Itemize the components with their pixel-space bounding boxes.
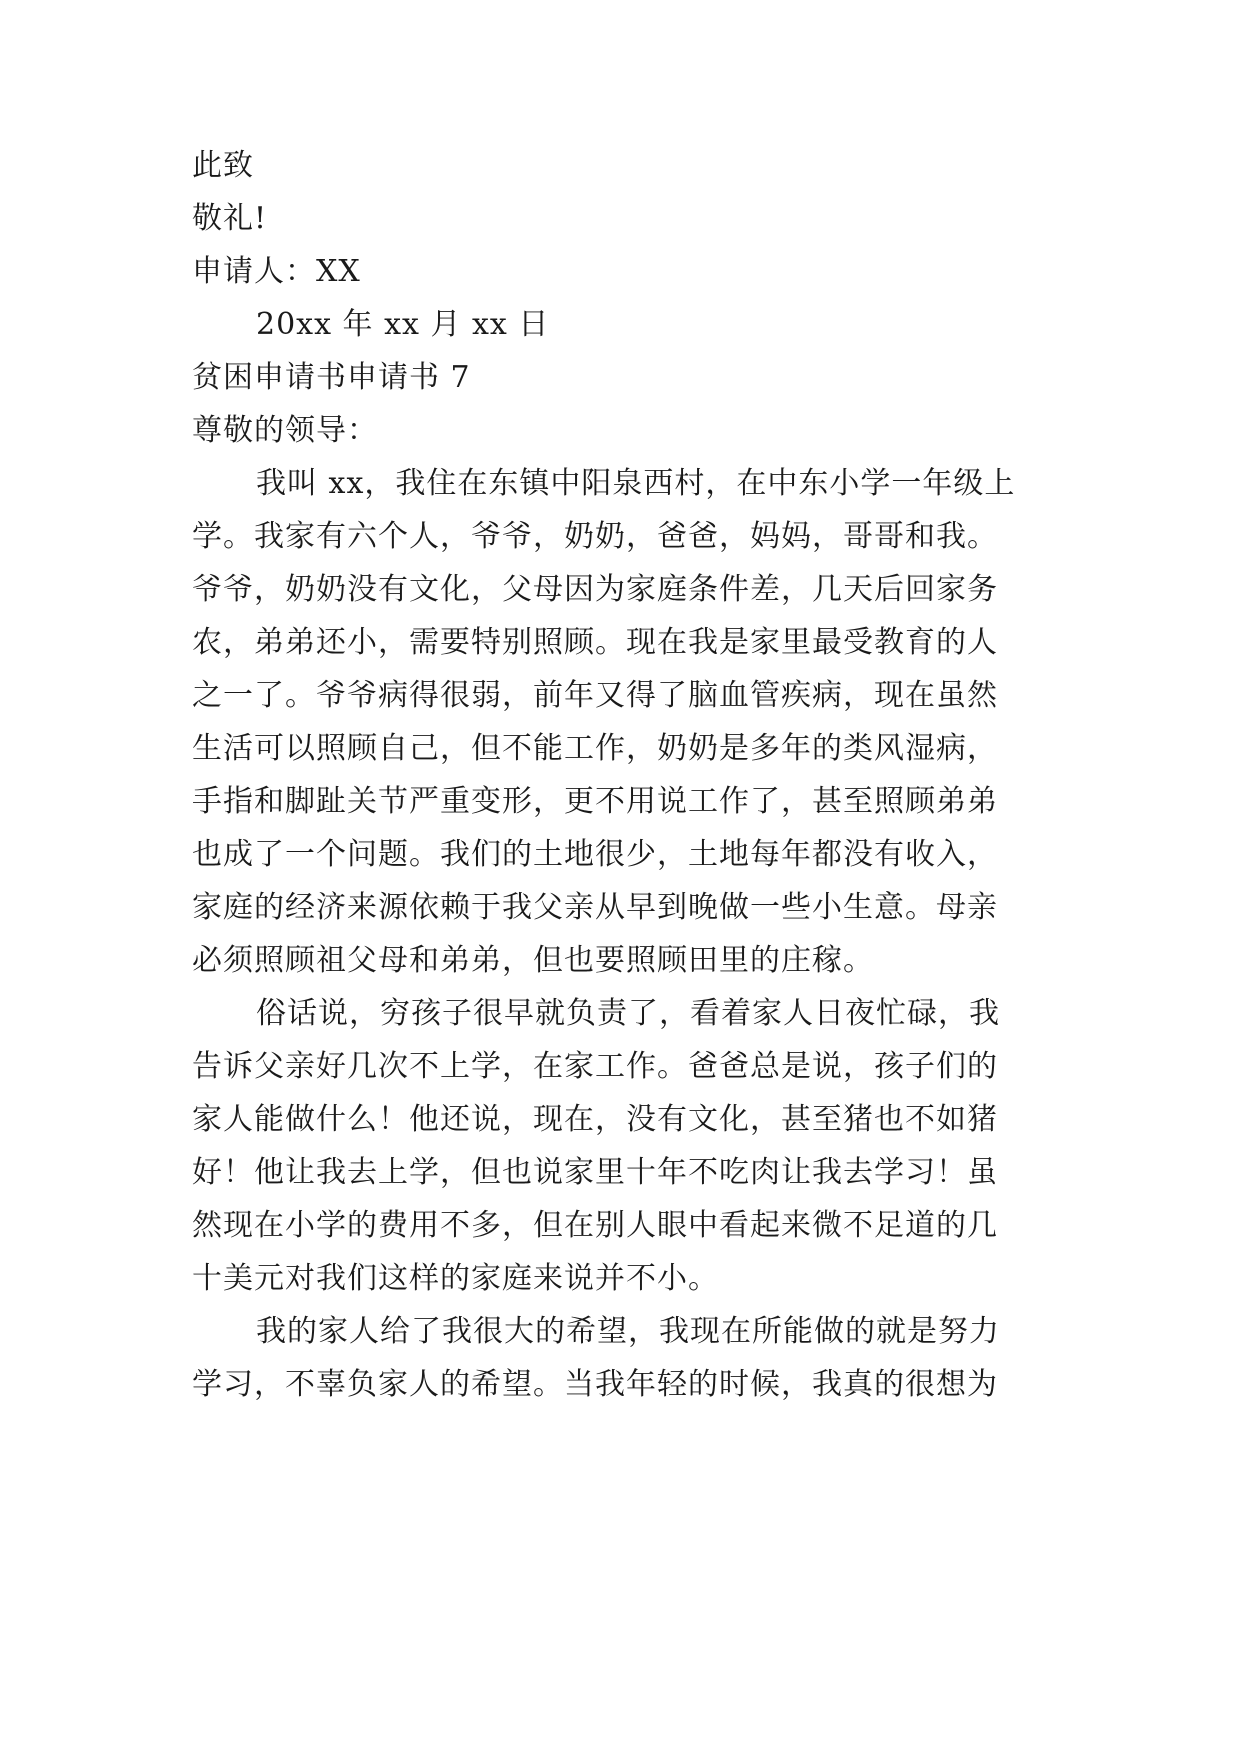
paragraph-line: 学。我家有六个人，爷爷，奶奶，爸爸，妈妈，哥哥和我。 (192, 519, 998, 554)
paragraph-line: 告诉父亲好几次不上学，在家工作。爸爸总是说，孩子们的 (192, 1049, 998, 1084)
salutation: 尊敬的领导： (192, 413, 378, 448)
section-title: 贫困申请书申请书 7 (192, 360, 471, 395)
paragraph-line: 我的家人给了我很大的希望，我现在所能做的就是努力 (256, 1314, 1000, 1349)
paragraph-line: 必须照顾祖父母和弟弟，但也要照顾田里的庄稼。 (192, 943, 874, 978)
paragraph-line: 农，弟弟还小，需要特别照顾。现在我是家里最受教育的人 (192, 625, 998, 660)
paragraph-line: 手指和脚趾关节严重变形，更不用说工作了，甚至照顾弟弟 (192, 784, 998, 819)
paragraph-line: 家人能做什么！他还说，现在，没有文化，甚至猪也不如猪 (192, 1102, 998, 1137)
paragraph-line: 也成了一个问题。我们的土地很少，土地每年都没有收入， (192, 837, 998, 872)
paragraph-line: 学习，不辜负家人的希望。当我年轻的时候，我真的很想为 (192, 1367, 998, 1402)
closing-jing-li: 敬礼! (192, 201, 268, 236)
paragraph-line: 俗话说，穷孩子很早就负责了，看着家人日夜忙碌，我 (256, 996, 1000, 1031)
applicant-line: 申请人：XX (192, 254, 361, 289)
paragraph-line: 我叫 xx，我住在东镇中阳泉西村，在中东小学一年级上 (256, 466, 1016, 501)
paragraph-line: 生活可以照顾自己，但不能工作，奶奶是多年的类风湿病， (192, 731, 998, 766)
paragraph-line: 之一了。爷爷病得很弱，前年又得了脑血管疾病，现在虽然 (192, 678, 998, 713)
paragraph-line: 十美元对我们这样的家庭来说并不小。 (192, 1261, 719, 1296)
closing-ci-zhi: 此致 (192, 148, 254, 183)
paragraph-line: 家庭的经济来源依赖于我父亲从早到晚做一些小生意。母亲 (192, 890, 998, 925)
paragraph-line: 然现在小学的费用不多，但在别人眼中看起来微不足道的几 (192, 1208, 998, 1243)
date-line: 20xx 年 xx 月 xx 日 (256, 307, 550, 342)
paragraph-line: 好！他让我去上学，但也说家里十年不吃肉让我去学习！虽 (192, 1155, 998, 1190)
paragraph-line: 爷爷，奶奶没有文化，父母因为家庭条件差，几天后回家务 (192, 572, 998, 607)
